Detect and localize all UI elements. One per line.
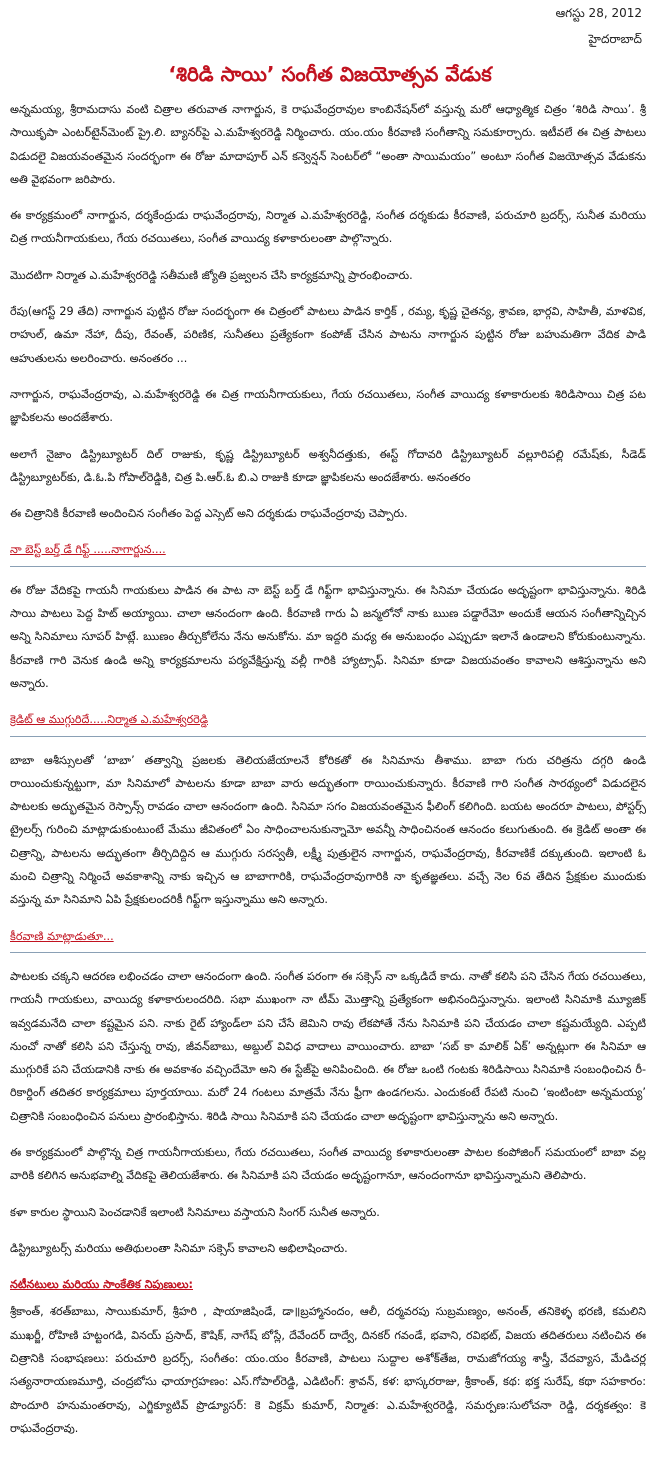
paragraph: అలాగే నైజాం డిస్ట్రిబ్యూటర్ దిల్ రాజుకు, కృష్ణ డిస్ట్రిబ్యూటర్ అశ్వనీదత్తుకు, ఈస్ట్ గోదావరి డిస్ట్రిబ్యూటర్ వల్లూరిపల్లి రమేష్‌కు, సీడెడ్ డిస్ట్రిబ్యూటర్‌కు, డి.ఓ.పి గోపాల్‌రెడ్డికి, చిత్ర పి.ఆర్.ఓ బి.ఎ రాజుకి కూడా జ్ఞాపికలను అందజేశారు. అనంతరం [10, 447, 646, 484]
paragraph: డిస్ట్రిబ్యూటర్స్ మరియు అతిథులంతా సినిమా సక్సెస్ కావాలని అభిలాషించారు. [10, 1241, 348, 1255]
paragraph: రేపు(ఆగస్ట్ 29 తేది) నాగార్జున పుట్టిన రోజు సందర్భంగా ఈ చిత్రంలో పాటలు పాడిన కార్తిక్ , రమ్య, కృష్ణ చైతన్య, శ్రావణ, భార్గవి, సాహితీ, మాళవిక, రాహుల్, ఉమా నేహా, దీపు, రేవంత్, పరిణిక, సునీతలు ప్రత్యేకంగా కంపోజ్ చేసిన పాటను నాగార్జున పుట్టిన రోజు బహుమతిగా వేదిక పాడి ఆహుతులను అలరించారు. అనంతరం ... [10, 305, 646, 365]
subheading-cast-crew: నటీనటులు మరియు సాంకేతిక నిపుణులు: [10, 1278, 193, 1292]
divider [10, 736, 646, 737]
article-date: ఆగస్టు 28, 2012 [555, 6, 642, 20]
paragraph: ఈ చిత్రానికి కీరవాణి అందించిన సంగీతం పెద్ద ఎస్సెట్ అని దర్శకుడు రాఘవేంద్రరావు చెప్పారు. [10, 507, 408, 521]
paragraph: ఈ కార్యక్రమంలో పాల్గొన్న చిత్ర గాయనీగాయకులు, గేయ రచయితలు, సంగీత వాయిద్య కళాకారులంతా పాటల కంపోజింగ్ సమయంలో బాబా వల్ల వారికి కలిగిన అనుభవాల్ని వేదికపై తెలియజేశారు. ఈ సినిమాకి పని చేయడం అదృష్టంగానూ, ఆనందంగానూ భావిస్తున్నామని తెలిపారు. [10, 1145, 646, 1183]
paragraph: అన్నమయ్య, శ్రీరామదాసు వంటి చిత్రాల తరువాత నాగార్జున, కె రాఘవేంద్రరావుల కాంబినేషన్‌లో వస్తున్న మరో ఆధ్యాత్మిక చిత్రం ‘శిరిడి సాయి’. శ్రీ సాయికృపా ఎంటర్‌టైన్‌మెంట్ ప్రై.లి. బ్యానర్‌పై ఎ.మహేశ్వరరెడ్డి నిర్మించారు. యం.యం కీరవాణి సంగీతాన్ని సమకూర్చారు. ఇటీవలే ఈ చిత్ర పాటలు విడుదలై విజయవంతమైన సందర్భంగా ఈ రోజు మాదాపూర్ ఎన్ కన్వెన్షన్ సెంటర్‌లో “అంతా సాయిమయం” అంటూ సంగీత విజయోత్సవ వేడుకను అతి వైభవంగా జరిపారు. [10, 103, 646, 186]
paragraph: పాటలకు చక్కని ఆదరణ లభించడం చాలా ఆనందంగా ఉంది. సంగీత పరంగా ఈ సక్సెస్ నా ఒక్కడిదే కాదు. నాతో కలిసి పని చేసిన గేయ రచయితలు, గాయనీ గాయకులు, వాయిద్య కళాకారులందరిది. సభా ముఖంగా నా టీమ్ మొత్తాన్ని ప్రత్యేకంగా అభినందిస్తున్నాను. ఇలాంటి సినిమాకి మ్యూజిక్ ఇవ్వడమనేది చాలా కష్టమైన పని. నాకు రైట్ హ్యాండ్‌లా పని చేసే జెమిని రావు లేకపోతే నేను సినిమాకి పని చేయడం చాలా కష్టమయ్యేది. ఎప్పటి నుంచో నాతో కలిసి పని చేస్తున్న రావు, జీవన్‌బాబు, అబ్దుల్ వివిధ వాదాలు వాయించారు. బాబా ‘సబ్ కా మాలిక్ ఏక్’ అన్నట్లుగా ఈ సినిమా ఆ ముగ్గురికే పని చేయడానికి నాకు ఈ అవకాశం వచ్చిందేమో అని ఈ స్టేజ్‌పై అనిపించింది. ఈ రోజు ఒంటి గంటకు శిరిడిసాయి సినిమాకి సంబంధించిన రీ-రికార్డింగ్ తదితర కార్యక్రమాలు పూర్తయాయి. మరో 24 గంటలు మాత్రమే నేను ఫ్రీగా ఉండగలను. ఎందుకంటే రేపటి నుంచి ‘ఇంటింటా అన్నమయ్య’ చిత్రానికి సంబంధించిన పనులు ప్రారంభిస్తాను. శిరిడి సాయి సినిమాకి పని చేయడం చాలా అదృష్టంగా భావిస్తున్నాను అని అన్నారు. [10, 969, 646, 1123]
subheading-keeravani: కీరవాణి మాట్లాడుతూ... [10, 929, 114, 943]
paragraph-cast-crew: శ్రీకాంత్, శరత్‌బాబు, సాయికుమార్, శ్రీహరి , షాయాజిషిండే, డా॥బ్రహ్మానందం, ఆలీ, దర్మవరపు సుబ్రమణ్యం, అనంత్, తనికెళ్ళ భరణి, కమలిని ముఖర్జీ, రోహిణి హట్టంగడి, వినయ్ ప్రసాద్, కౌషిక్, నాగేష్ బోస్లే, దేవేందర్ దాద్వే, దినకర్ గవండే, భవాని, రవిభట్, విజయ తదితరులు నటించిన ఈ చిత్రానికి సంభాషణలు: పరుచూరి బ్రదర్స్, సంగీతం: యం.యం కీరవాణి, పాటలు సుద్దాల అశోక్‌తేజ, రామజోగయ్య శాస్త్రీ, వేదవ్యాస, మేడిచర్ల సత్యనారాయణమూర్తి, చంద్రబోసు ఛాయాగ్రహణం: ఎస్.గోపాల్‌రెడ్డి, ఎడిటింగ్: శ్రావన్, కళ: భాస్కరరాజు, శ్రీకాంత్, కథ: భక్త సురేష్, కథా సహకారం: పొందూరి హనుమంతరావు, ఎగ్జిక్యూటివ్ ప్రొడ్యూసర్: కె విక్రమ్ కుమార్, నిర్మాత: ఎ.మహేశ్వరరెడ్డి, సమర్పణ:సులోచనా రెడ్డి, దర్శకత్వం: కె రాఘవేంద్రరావు. [10, 1305, 646, 1435]
paragraph: నాగార్జున, రాఘవేంద్రరావు, ఎ.మహేశ్వరరెడ్డి ఈ చిత్ర గాయనీగాయకులు, గేయ రచయితలు, సంగీత వాయిద్య కళాకారులకు శిరిడిసాయి చిత్ర పట జ్ఞాపికలను అందజేశారు. [10, 387, 646, 425]
paragraph: మొదటిగా నిర్మాత ఎ.మహేశ్వరరెడ్డి సతీమణి జ్యోతి ప్రజ్వలన చేసి కార్యక్రమాన్ని ప్రారంభించారు. [10, 268, 413, 282]
divider [10, 566, 646, 567]
article-body [10, 98, 646, 1453]
paragraph: ఈ రోజు వేదికపై గాయనీ గాయకులు పాడిన ఈ పాట నా బెస్ట్ బర్త్ డే గిఫ్ట్‌గా భావిస్తున్నాను. ఈ సినిమా చేయడం అదృష్టంగా భావిస్తున్నాను. శిరిడి సాయి పాటలు పెద్ద హిట్ అయ్యాయి. చాలా ఆనందంగా ఉంది. కీరవాణి గారు ఏ జన్మలోనో నాకు ఋణ పడ్డారేమో అందుకే ఆయన సంగీతాన్నిచ్చిన అన్ని సినిమాలు సూపర్ హిట్లే. ఋణం తీర్చుకోలేను నేను అనుకోను. మా ఇద్దరి మధ్య ఈ అనుబంధం ఎప్పుడూ ఇలానే ఉండాలని కోరుకుంటున్నాను. కీరవాణి గారి వెనుక ఉండి అన్ని కార్యక్రమాలను పర్యవేక్షిస్తున్న వల్లీ గారికి హ్యాట్సాఫ్. సినిమా కూడా విజయవంతం కావాలని ఆశిస్తున్నాను అని అన్నారు. [10, 583, 646, 690]
subheading-producer: క్రెడిట్ ఆ ముగ్గురిదే.....నిర్మాత ఎ.మహేశ్వరరెడ్డి [10, 713, 208, 727]
paragraph: కళా కారుల స్థాయిని పెంచడానికే ఇలాంటి సినిమాలు వస్తాయని సింగర్ సునీత అన్నారు. [10, 1205, 380, 1219]
article-place: హైదరాబాద్ [588, 32, 642, 46]
subheading-nagarjuna: నా బెస్ట్ బర్త్ డే గిఫ్ట్ .....నాగార్జున.... [10, 543, 166, 557]
divider [10, 952, 646, 953]
paragraph: బాబా ఆశీస్సులతో ‘బాబా’ తత్వాన్ని ప్రజలకు తెలియజేయాలనే కోరికతో ఈ సినిమాను తీశాము. బాబా గురు చరిత్రను దగ్గరి ఉండి రాయించుకున్నట్టుగా, మా సినిమాలో పాటలను కూడా బాబా వారు అద్భుతంగా రాయించుకున్నారు. కీరవాణి గారి సంగీత సారథ్యంలో విడుదలైన పాటలకు అద్భుతమైన రెస్పాన్స్ రావడం చాలా ఆనందంగా ఉంది. సినిమా సగం విజయవంతమైన ఫీలింగ్ కలిగింది. బయట అందరూ పాటలు, పోస్టర్స్ ట్రైలర్స్ గురించి మాట్లాడుకుంటుంటే మేము జీవితంలో ఏం సాధించాలనుకున్నామో అవన్నీ సాధించినంత ఆనందం కలుగుతుంది. ఈ క్రెడిట్ అంతా ఈ చిత్రాన్ని, పాటలను అద్భుతంగా తీర్చిదిద్దిన ఆ ముగ్గురు సరస్వతీ, లక్ష్మీ పుత్రులైన నాగార్జున, రాఘవేంద్రరావు, కీరవాణికే దక్కుతుంది. ఇలాంటి ఓ మంచి చిత్రాన్ని నిర్మించే అవకాశాన్ని నాకు ఇచ్చిన ఆ బాబాగారికి, రాఘవేంద్రరావుగారికి నా కృతజ్ఞతలు. వచ్చే నెల 6వ తేదిన ప్రేక్షకుల ముందుకు వస్తున్న మా సినిమాని ఏపి ప్రేక్షకులందరికీ గిఫ్ట్‌గా ఇస్తున్నాము అని అన్నారు. [10, 753, 646, 907]
article-title: ‘శిరిడి సాయి’ సంగీత విజయోత్సవ వేడుక [168, 62, 492, 86]
paragraph: ఈ కార్యక్రమంలో నాగార్జున, దర్శకేంద్రుడు రాఘవేంద్రరావు, నిర్మాత ఎ.మహేశ్వరరెడ్డి, సంగీత దర్శకుడు కీరవాణి, పరుచూరి బ్రదర్స్, సునీత మరియు చిత్ర గాయనీగాయకులు, గేయ రచయితలు, సంగీత వాయిద్య కళాకారులంతా పాల్గొన్నారు. [10, 209, 646, 246]
